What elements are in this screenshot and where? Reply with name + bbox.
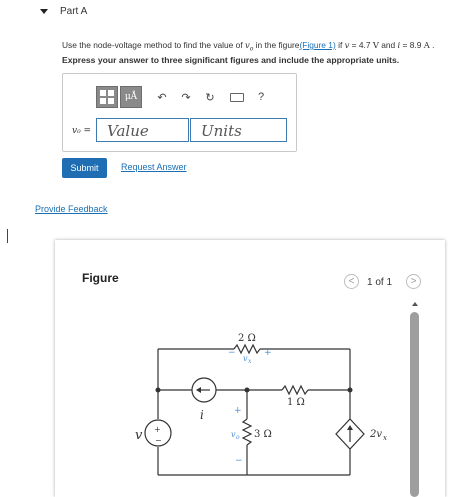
figure-title: Figure (82, 271, 119, 285)
voltage-source-plus: + (154, 425, 161, 434)
help-icon[interactable]: ? (258, 91, 265, 103)
voltage-source-minus: − (155, 436, 162, 445)
vo-sub: o (236, 434, 240, 441)
dependent-source-sub: x (383, 434, 387, 442)
vx-sub: x (248, 358, 252, 365)
part-title: Part A (60, 5, 88, 17)
figure-page-counter: 1 of 1 (367, 277, 393, 288)
vo-minus: − (235, 456, 243, 466)
value-input[interactable] (96, 118, 189, 142)
templates-button[interactable] (96, 86, 118, 108)
vo-label: v (231, 430, 236, 439)
redo-icon[interactable]: ↷ (181, 91, 191, 104)
resistor-3-ohm (243, 419, 251, 445)
next-figure-button[interactable]: > (406, 274, 421, 289)
provide-feedback-link[interactable]: Provide Feedback (35, 204, 108, 214)
answer-toolbar (96, 84, 264, 110)
request-answer-link[interactable]: Request Answer (121, 162, 187, 172)
answer-variable-label: v₀ = (72, 126, 92, 136)
vx-plus: + (264, 348, 272, 358)
vx-label: v (243, 354, 248, 363)
instruction-text: Express your answer to three significant figures and include the appropriate units. (62, 55, 400, 65)
figure-link[interactable]: (Figure 1) (299, 40, 336, 50)
label-2-ohm: 2 Ω (238, 333, 256, 344)
submit-button[interactable]: Submit (62, 158, 107, 178)
scrollbar-thumb[interactable] (410, 312, 419, 497)
keyboard-icon[interactable] (230, 93, 244, 102)
voltage-source-label: v (135, 428, 143, 443)
vo-plus: + (234, 406, 242, 416)
label-1-ohm: 1 Ω (287, 397, 305, 408)
undo-icon[interactable]: ↶ (157, 91, 167, 104)
current-source-label: i (200, 408, 204, 422)
label-3-ohm: 3 Ω (254, 429, 272, 440)
scroll-up-arrow-icon[interactable] (412, 302, 418, 306)
templates-icon (100, 90, 114, 104)
text-cursor-mark (7, 229, 8, 243)
units-button[interactable] (120, 86, 142, 108)
circuit-diagram (130, 325, 400, 497)
part-a-header[interactable] (40, 4, 87, 18)
units-input[interactable] (190, 118, 287, 142)
collapse-triangle-icon[interactable] (40, 9, 48, 14)
units-icon: μÅ (124, 92, 138, 102)
reset-icon[interactable]: ↻ (205, 91, 215, 104)
dependent-source-label: 2v (370, 429, 383, 440)
question-text: Use the node-voltage method to find the value of $v_o$ in the figure(Figure 1) if v = 4.7 V and i = 8.9 A . (62, 40, 435, 53)
resistor-2-ohm (234, 345, 260, 353)
previous-figure-button[interactable]: < (344, 274, 359, 289)
vx-minus: − (228, 348, 236, 358)
resistor-1-ohm (282, 386, 308, 394)
